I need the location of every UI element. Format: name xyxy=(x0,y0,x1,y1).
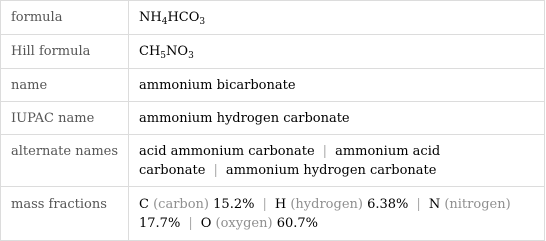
separator: | xyxy=(188,216,193,231)
row-label-alternate-names: alternate names xyxy=(1,135,129,187)
table-row-alternate-names xyxy=(1,135,545,187)
element-symbol: N xyxy=(428,197,441,212)
mass-fraction: 15.2% xyxy=(213,197,255,212)
separator: | xyxy=(416,197,421,212)
hill-formula-value xyxy=(129,35,545,69)
alternate-name-cont: carbonate xyxy=(139,163,206,178)
formula-subscript: 3 xyxy=(188,51,194,61)
table-row-formula xyxy=(1,1,545,35)
formula-subscript: 3 xyxy=(199,17,206,27)
mass-fraction: 17.7% xyxy=(139,216,181,231)
table-row-iupac-name xyxy=(1,102,545,135)
alternate-name: acid ammonium carbonate xyxy=(139,144,315,159)
mass-fraction: 6.38% xyxy=(367,197,409,212)
formula-part: NH xyxy=(139,10,162,25)
formula-subscript: 4 xyxy=(161,17,168,27)
row-label-formula: formula xyxy=(1,1,129,35)
element-name: (hydrogen) xyxy=(290,197,363,212)
element-symbol: H xyxy=(274,197,287,212)
formula-part: NO xyxy=(166,44,189,59)
element-symbol: C xyxy=(139,197,149,212)
mass-fraction: 60.7% xyxy=(276,216,319,231)
alternate-names-value xyxy=(129,135,545,187)
formula-part: CH xyxy=(139,44,161,59)
name-value: ammonium bicarbonate xyxy=(129,69,545,102)
iupac-name-value: ammonium hydrogen carbonate xyxy=(129,102,545,135)
row-label-mass-fractions: mass fractions xyxy=(1,187,129,241)
element-name: (nitrogen) xyxy=(444,197,511,212)
separator: | xyxy=(322,144,328,159)
row-label-iupac-name: IUPAC name xyxy=(1,102,129,135)
table-row-name xyxy=(1,69,545,102)
alternate-name: ammonium acid xyxy=(335,144,441,159)
alternate-name: ammonium hydrogen carbonate xyxy=(225,163,437,178)
table-row-hill-formula xyxy=(1,35,545,69)
separator: | xyxy=(262,197,267,212)
element-symbol: O xyxy=(200,216,212,231)
formula-value xyxy=(129,1,545,35)
row-label-hill-formula: Hill formula xyxy=(1,35,129,69)
formula-subscript: 5 xyxy=(160,51,167,61)
formula-part: HCO xyxy=(167,10,200,25)
separator: | xyxy=(213,163,218,178)
element-name: (carbon) xyxy=(153,197,210,212)
row-label-name: name xyxy=(1,69,129,102)
mass-fractions-value xyxy=(129,187,545,241)
element-name: (oxygen) xyxy=(215,216,273,231)
table-row-mass-fractions xyxy=(1,187,545,241)
